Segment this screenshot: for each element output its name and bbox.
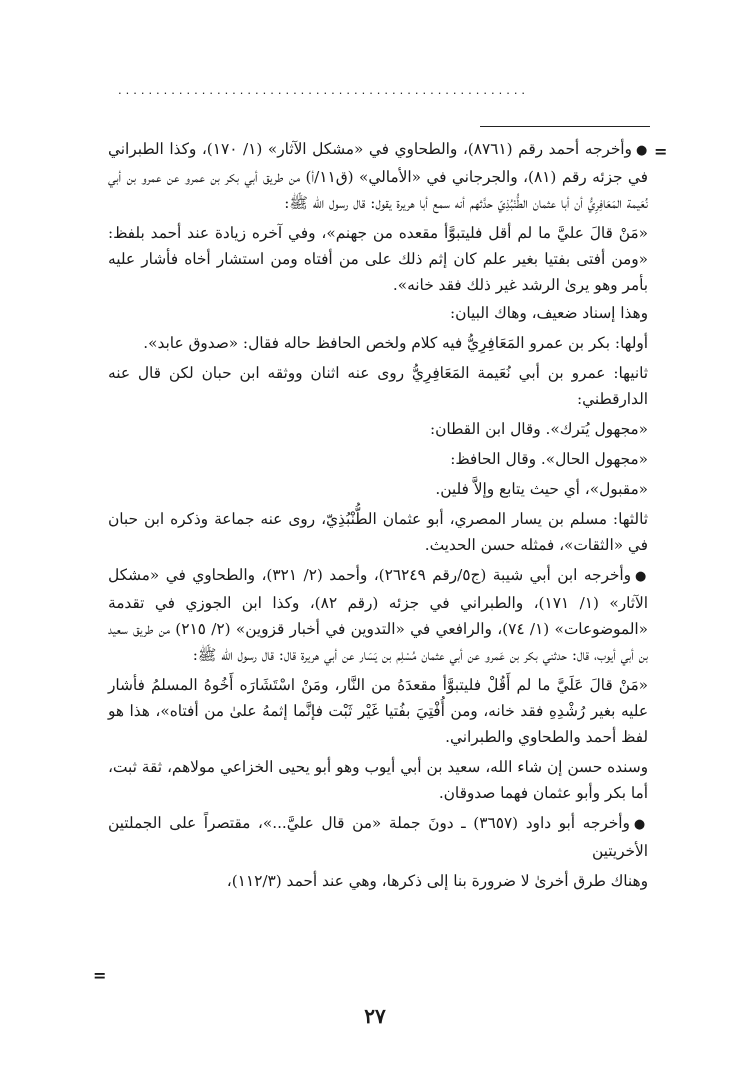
paragraph-13	[108, 810, 648, 864]
paragraph-11: «مَنْ قالَ عَلَيَّ ما لم أَقُلْ فليتبوَّأ مقعدَهُ من النَّار، ومَنْ اسْتَشَارَه أَخُوهُ المسلمُ فأشار عليه بغير رُشْدِهِ فقد خانه، ومن أُفْتِيَ بفُتيا غَيْر ثَبْت فإنَّما إثمهُ علىٰ من أفتاه»، هذا هو لفظ أحمد والطحاوي والطبراني.	[108, 676, 648, 746]
paragraph-7: «مجهول الحال». وقال الحافظ:	[450, 450, 648, 468]
paragraph-3: وهذا إسناد ضعيف، وهاك البيان:	[449, 304, 648, 322]
page-number: ٢٧	[364, 1004, 386, 1028]
paragraph-2: «مَنْ قالَ عليَّ ما لم أقل فليتبوَّأ مقعده من جهنم»، وفي آخره زيادة عند أحمد بلفظ: «ومن أفتى بفتيا بغير علم كان إثم ذلك على من أفتاه ومن استشار أخاه فأشار عليه بأمر وهو يرىٰ الرشد غير ذلك فقد خانه».	[108, 224, 648, 294]
paragraph-4: أولها: بكر بن عمرو المَعَافِرِيُّ فيه كلام ولخص الحافظ حاله فقال: «صدوق عابد».	[143, 334, 648, 352]
paragraph-8: «مقبول»، أي حيث يتابع وإلاَّ فلين.	[435, 480, 648, 498]
continuation-mark-bottom: =	[93, 966, 107, 985]
paragraph-9: ثالثها: مسلم بن يسار المصري، أبو عثمان الطُّنْبُذِيّ، روى عنه جماعة وذكره ابن حبان في «الثقات»، فمثله حسن الحديث.	[108, 510, 648, 554]
page-body	[108, 136, 648, 896]
paragraph-12: وسنده حسن إن شاء الله، سعيد بن أبي أيوب وهو أبو يحيى الخزاعي مولاهم، ثقة ثبت، أما بكر وأبو عثمان فهما صدوقان.	[108, 758, 648, 802]
paragraph-1	[108, 136, 648, 216]
paragraph-5: ثانيها: عمرو بن أبي نُعَيمة المَعَافِرِيُّ روى عنه اثنان ووثقه ابن حبان لكن قال عنه الدارقطني:	[108, 364, 648, 408]
paragraph-10	[108, 562, 648, 668]
paragraph-14: وهناك طرق أخرىٰ لا ضرورة بنا إلى ذكرها، وهي عند أحمد (١١٢/٣)،	[226, 872, 648, 890]
paragraph-10-text: وأخرجه ابن أبي شيبة (ج٥/رقم ٢٦٢٤٩)، وأحمد (٢/ ٣٢١)، والطحاوي في «مشكل الآثار» (١/ ١٧١)، والطبراني في جزئه (رقم ٨٢)، وكذا ابن الجوزي في تقدمة «الموضوعات» (١/ ٧٤)، والرافعي في «التدوين في أخبار قزوين» (٢/ ٢١٥) من طريق سعيد بن أبي أيوب، قال: حدثني بكر بن عَمرو عن أبي عثمان مُسْلِم بن يَسَار عن أبي هريرة قال: قال رسول الله ﷺ:	[108, 566, 648, 664]
bullet-icon: ●	[633, 817, 648, 832]
paragraph-1-text: وأخرجه أحمد رقم (٨٧٦١)، والطحاوي في «مشكل الآثار» (١/ ١٧٠)، وكذا الطبراني في جزئه رقم (٨١)، والجرجاني في «الأمالي» (ق١١/أ) من طريق أبي بكر بن عمرو عن عمرو بن أبي نُعَيمة المَعَافِرِيُّ أن أبا عثمان الطُّنْبُذِيّ حدَّثهم أنه سمع أبا هريرة يقول: قال رسول الله ﷺ:	[108, 140, 648, 212]
continuation-mark-top: =	[654, 142, 668, 161]
bullet-icon: ●	[635, 569, 648, 584]
paragraph-6: «مجهول يُترك». وقال ابن القطان:	[430, 420, 648, 438]
header-dotted-line: ......................................................	[118, 82, 530, 97]
bullet-icon: ●	[635, 143, 648, 158]
footnote-separator	[480, 126, 650, 127]
paragraph-13-text: وأخرجه أبو داود (٣٦٥٧) ـ دونَ جملة «من قال عليَّ...»، مقتصراً على الجملتين الأخريتين	[108, 814, 648, 860]
